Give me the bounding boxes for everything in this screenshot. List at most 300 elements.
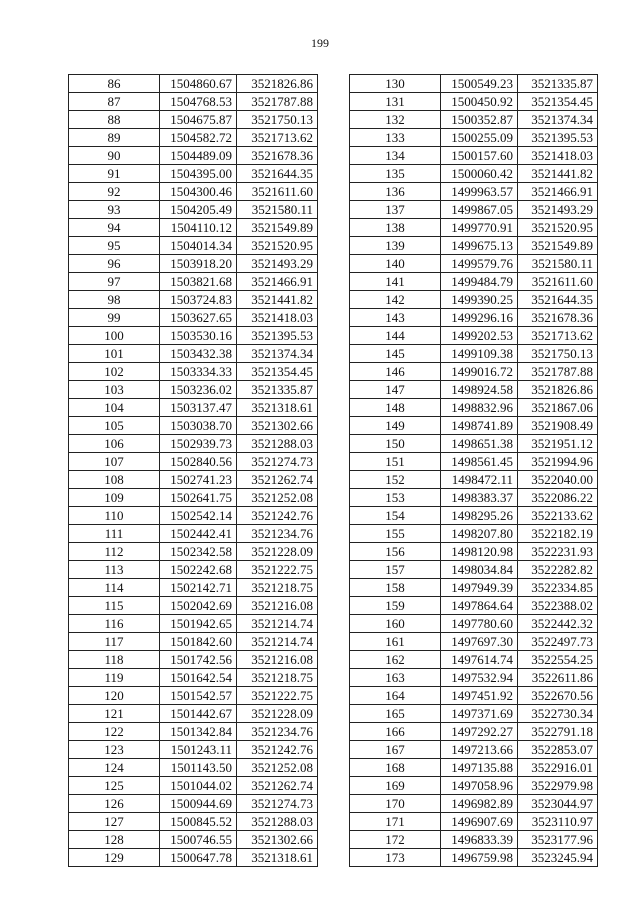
x-coordinate-cell: 1504768.53 [160,93,237,111]
y-coordinate-cell: 3521678.36 [518,309,598,327]
table-row [350,453,598,471]
table-row [69,813,318,831]
x-coordinate-cell: 1499016.72 [441,363,518,381]
point-number-cell: 147 [350,381,441,399]
x-coordinate-cell: 1504300.46 [160,183,237,201]
table-row [69,219,318,237]
point-number-cell: 112 [69,543,160,561]
y-coordinate-cell: 3521787.88 [518,363,598,381]
y-coordinate-cell: 3521252.08 [237,759,318,777]
point-number-cell: 158 [350,579,441,597]
y-coordinate-cell: 3521222.75 [237,561,318,579]
point-number-cell: 91 [69,165,160,183]
point-number-cell: 100 [69,327,160,345]
y-coordinate-cell: 3521318.61 [237,849,318,867]
point-number-cell: 144 [350,327,441,345]
y-coordinate-cell: 3522040.00 [518,471,598,489]
table-row [350,183,598,201]
table-row [350,525,598,543]
point-number-cell: 95 [69,237,160,255]
x-coordinate-cell: 1501442.67 [160,705,237,723]
y-coordinate-cell: 3521395.53 [518,129,598,147]
table-row [350,75,598,93]
x-coordinate-cell: 1500647.78 [160,849,237,867]
table-row [69,147,318,165]
table-row [69,579,318,597]
y-coordinate-cell: 3521644.35 [518,291,598,309]
x-coordinate-cell: 1503137.47 [160,399,237,417]
point-number-cell: 120 [69,687,160,705]
table-row [69,255,318,273]
x-coordinate-cell: 1501942.65 [160,615,237,633]
y-coordinate-cell: 3521951.12 [518,435,598,453]
point-number-cell: 137 [350,201,441,219]
x-coordinate-cell: 1496982.89 [441,795,518,813]
y-coordinate-cell: 3522979.98 [518,777,598,795]
table-row [69,183,318,201]
x-coordinate-cell: 1499963.57 [441,183,518,201]
point-number-cell: 113 [69,561,160,579]
y-coordinate-cell: 3521288.03 [237,813,318,831]
table-row [69,651,318,669]
table-row [350,705,598,723]
table-row [69,759,318,777]
table-row [350,129,598,147]
table-row [69,741,318,759]
point-number-cell: 152 [350,471,441,489]
x-coordinate-cell: 1501143.50 [160,759,237,777]
coordinates-table-right [349,74,598,867]
point-number-cell: 161 [350,633,441,651]
point-number-cell: 88 [69,111,160,129]
x-coordinate-cell: 1502741.23 [160,471,237,489]
x-coordinate-cell: 1499867.05 [441,201,518,219]
table-row [69,165,318,183]
point-number-cell: 146 [350,363,441,381]
x-coordinate-cell: 1501742.56 [160,651,237,669]
y-coordinate-cell: 3521678.36 [237,147,318,165]
x-coordinate-cell: 1500549.23 [441,75,518,93]
x-coordinate-cell: 1498832.96 [441,399,518,417]
point-number-cell: 165 [350,705,441,723]
y-coordinate-cell: 3521242.76 [237,507,318,525]
x-coordinate-cell: 1497135.88 [441,759,518,777]
table-row [350,849,598,867]
x-coordinate-cell: 1499484.79 [441,273,518,291]
x-coordinate-cell: 1503821.68 [160,273,237,291]
y-coordinate-cell: 3521302.66 [237,417,318,435]
x-coordinate-cell: 1503627.65 [160,309,237,327]
x-coordinate-cell: 1499296.16 [441,309,518,327]
x-coordinate-cell: 1499109.38 [441,345,518,363]
x-coordinate-cell: 1501842.60 [160,633,237,651]
point-number-cell: 87 [69,93,160,111]
point-number-cell: 96 [69,255,160,273]
y-coordinate-cell: 3521335.87 [518,75,598,93]
table-row [350,669,598,687]
table-row [350,633,598,651]
table-row [69,273,318,291]
y-coordinate-cell: 3521288.03 [237,435,318,453]
point-number-cell: 149 [350,417,441,435]
point-number-cell: 133 [350,129,441,147]
table-row [69,93,318,111]
x-coordinate-cell: 1500450.92 [441,93,518,111]
table-row [350,381,598,399]
y-coordinate-cell: 3521466.91 [518,183,598,201]
table-row [69,129,318,147]
point-number-cell: 160 [350,615,441,633]
y-coordinate-cell: 3521262.74 [237,777,318,795]
point-number-cell: 121 [69,705,160,723]
y-coordinate-cell: 3521395.53 [237,327,318,345]
y-coordinate-cell: 3521214.74 [237,633,318,651]
table-row [350,201,598,219]
point-number-cell: 172 [350,831,441,849]
x-coordinate-cell: 1498924.58 [441,381,518,399]
x-coordinate-cell: 1503432.38 [160,345,237,363]
table-row [69,471,318,489]
y-coordinate-cell: 3521274.73 [237,795,318,813]
y-coordinate-cell: 3521354.45 [518,93,598,111]
table-row [69,687,318,705]
point-number-cell: 136 [350,183,441,201]
table-row [69,291,318,309]
point-number-cell: 167 [350,741,441,759]
x-coordinate-cell: 1497292.27 [441,723,518,741]
table-row [350,795,598,813]
x-coordinate-cell: 1497780.60 [441,615,518,633]
point-number-cell: 119 [69,669,160,687]
table-row [69,363,318,381]
y-coordinate-cell: 3521441.82 [237,291,318,309]
y-coordinate-cell: 3522182.19 [518,525,598,543]
point-number-cell: 89 [69,129,160,147]
table-row [350,831,598,849]
y-coordinate-cell: 3521493.29 [518,201,598,219]
point-number-cell: 169 [350,777,441,795]
point-number-cell: 138 [350,219,441,237]
table-row [69,327,318,345]
x-coordinate-cell: 1497058.96 [441,777,518,795]
y-coordinate-cell: 3522442.32 [518,615,598,633]
y-coordinate-cell: 3521228.09 [237,705,318,723]
table-row [350,399,598,417]
table-row [350,597,598,615]
x-coordinate-cell: 1496907.69 [441,813,518,831]
x-coordinate-cell: 1500746.55 [160,831,237,849]
y-coordinate-cell: 3521787.88 [237,93,318,111]
x-coordinate-cell: 1504014.34 [160,237,237,255]
x-coordinate-cell: 1504675.87 [160,111,237,129]
point-number-cell: 159 [350,597,441,615]
point-number-cell: 90 [69,147,160,165]
x-coordinate-cell: 1498034.84 [441,561,518,579]
table-row [350,237,598,255]
table-row [350,471,598,489]
y-coordinate-cell: 3521750.13 [237,111,318,129]
x-coordinate-cell: 1498383.37 [441,489,518,507]
point-number-cell: 122 [69,723,160,741]
y-coordinate-cell: 3521374.34 [518,111,598,129]
table-row [69,111,318,129]
x-coordinate-cell: 1497697.30 [441,633,518,651]
point-number-cell: 118 [69,651,160,669]
y-coordinate-cell: 3521216.08 [237,597,318,615]
point-number-cell: 110 [69,507,160,525]
y-coordinate-cell: 3521218.75 [237,669,318,687]
table-row [350,147,598,165]
x-coordinate-cell: 1500157.60 [441,147,518,165]
x-coordinate-cell: 1499390.25 [441,291,518,309]
y-coordinate-cell: 3521234.76 [237,723,318,741]
page-number: 199 [311,36,329,50]
x-coordinate-cell: 1504205.49 [160,201,237,219]
x-coordinate-cell: 1498207.80 [441,525,518,543]
point-number-cell: 163 [350,669,441,687]
point-number-cell: 97 [69,273,160,291]
y-coordinate-cell: 3521520.95 [237,237,318,255]
table-row [350,417,598,435]
point-number-cell: 164 [350,687,441,705]
point-number-cell: 154 [350,507,441,525]
point-number-cell: 129 [69,849,160,867]
x-coordinate-cell: 1496759.98 [441,849,518,867]
x-coordinate-cell: 1502442.41 [160,525,237,543]
point-number-cell: 127 [69,813,160,831]
table-row [350,165,598,183]
y-coordinate-cell: 3522086.22 [518,489,598,507]
point-number-cell: 126 [69,795,160,813]
point-number-cell: 86 [69,75,160,93]
table-row [350,651,598,669]
point-number-cell: 162 [350,651,441,669]
y-coordinate-cell: 3521216.08 [237,651,318,669]
table-row [69,543,318,561]
point-number-cell: 115 [69,597,160,615]
point-number-cell: 141 [350,273,441,291]
y-coordinate-cell: 3522282.82 [518,561,598,579]
table-row [69,723,318,741]
y-coordinate-cell: 3521218.75 [237,579,318,597]
x-coordinate-cell: 1497949.39 [441,579,518,597]
x-coordinate-cell: 1501243.11 [160,741,237,759]
table-row [350,813,598,831]
x-coordinate-cell: 1504110.12 [160,219,237,237]
point-number-cell: 171 [350,813,441,831]
point-number-cell: 92 [69,183,160,201]
table-row [69,453,318,471]
x-coordinate-cell: 1497213.66 [441,741,518,759]
x-coordinate-cell: 1496833.39 [441,831,518,849]
y-coordinate-cell: 3521549.89 [518,237,598,255]
table-row [69,633,318,651]
table-row [350,561,598,579]
point-number-cell: 124 [69,759,160,777]
y-coordinate-cell: 3522853.07 [518,741,598,759]
point-number-cell: 107 [69,453,160,471]
point-number-cell: 142 [350,291,441,309]
table-row [69,669,318,687]
y-coordinate-cell: 3521214.74 [237,615,318,633]
y-coordinate-cell: 3521262.74 [237,471,318,489]
x-coordinate-cell: 1497614.74 [441,651,518,669]
y-coordinate-cell: 3521520.95 [518,219,598,237]
x-coordinate-cell: 1504860.67 [160,75,237,93]
point-number-cell: 157 [350,561,441,579]
table-row [69,561,318,579]
point-number-cell: 130 [350,75,441,93]
table-row [350,777,598,795]
point-number-cell: 140 [350,255,441,273]
point-number-cell: 145 [350,345,441,363]
table-row [69,849,318,867]
table-row [350,111,598,129]
x-coordinate-cell: 1503334.33 [160,363,237,381]
table-row [69,597,318,615]
y-coordinate-cell: 3521374.34 [237,345,318,363]
point-number-cell: 104 [69,399,160,417]
point-number-cell: 153 [350,489,441,507]
table-row [350,489,598,507]
x-coordinate-cell: 1504582.72 [160,129,237,147]
point-number-cell: 150 [350,435,441,453]
point-number-cell: 102 [69,363,160,381]
x-coordinate-cell: 1500255.09 [441,129,518,147]
point-number-cell: 98 [69,291,160,309]
y-coordinate-cell: 3522388.02 [518,597,598,615]
point-number-cell: 108 [69,471,160,489]
y-coordinate-cell: 3521826.86 [237,75,318,93]
table-row [69,777,318,795]
point-number-cell: 117 [69,633,160,651]
table-row [350,507,598,525]
y-coordinate-cell: 3522554.25 [518,651,598,669]
x-coordinate-cell: 1499202.53 [441,327,518,345]
y-coordinate-cell: 3523245.94 [518,849,598,867]
y-coordinate-cell: 3522916.01 [518,759,598,777]
y-coordinate-cell: 3521611.60 [518,273,598,291]
x-coordinate-cell: 1502142.71 [160,579,237,597]
x-coordinate-cell: 1502641.75 [160,489,237,507]
x-coordinate-cell: 1498472.11 [441,471,518,489]
x-coordinate-cell: 1502840.56 [160,453,237,471]
table-row [69,507,318,525]
x-coordinate-cell: 1503918.20 [160,255,237,273]
y-coordinate-cell: 3521274.73 [237,453,318,471]
x-coordinate-cell: 1500944.69 [160,795,237,813]
y-coordinate-cell: 3521580.11 [237,201,318,219]
y-coordinate-cell: 3521302.66 [237,831,318,849]
point-number-cell: 143 [350,309,441,327]
y-coordinate-cell: 3521994.96 [518,453,598,471]
point-number-cell: 131 [350,93,441,111]
y-coordinate-cell: 3521466.91 [237,273,318,291]
y-coordinate-cell: 3521908.49 [518,417,598,435]
y-coordinate-cell: 3521580.11 [518,255,598,273]
table-row [350,759,598,777]
y-coordinate-cell: 3522133.62 [518,507,598,525]
table-row [69,309,318,327]
x-coordinate-cell: 1497864.64 [441,597,518,615]
point-number-cell: 94 [69,219,160,237]
point-number-cell: 148 [350,399,441,417]
y-coordinate-cell: 3521644.35 [237,165,318,183]
x-coordinate-cell: 1501044.02 [160,777,237,795]
table-row [350,93,598,111]
point-number-cell: 116 [69,615,160,633]
y-coordinate-cell: 3522670.56 [518,687,598,705]
x-coordinate-cell: 1502939.73 [160,435,237,453]
y-coordinate-cell: 3521750.13 [518,345,598,363]
y-coordinate-cell: 3521611.60 [237,183,318,201]
point-number-cell: 139 [350,237,441,255]
table-row [69,831,318,849]
point-number-cell: 155 [350,525,441,543]
y-coordinate-cell: 3523177.96 [518,831,598,849]
x-coordinate-cell: 1498295.26 [441,507,518,525]
point-number-cell: 114 [69,579,160,597]
y-coordinate-cell: 3521713.62 [518,327,598,345]
y-coordinate-cell: 3523110.97 [518,813,598,831]
x-coordinate-cell: 1497532.94 [441,669,518,687]
x-coordinate-cell: 1500060.42 [441,165,518,183]
y-coordinate-cell: 3521549.89 [237,219,318,237]
point-number-cell: 125 [69,777,160,795]
x-coordinate-cell: 1497451.92 [441,687,518,705]
x-coordinate-cell: 1499675.13 [441,237,518,255]
point-number-cell: 166 [350,723,441,741]
table-row [69,417,318,435]
table-row [69,381,318,399]
table-row [350,363,598,381]
x-coordinate-cell: 1500845.52 [160,813,237,831]
x-coordinate-cell: 1502042.69 [160,597,237,615]
x-coordinate-cell: 1500352.87 [441,111,518,129]
table-row [69,705,318,723]
x-coordinate-cell: 1502242.68 [160,561,237,579]
table-row [350,615,598,633]
y-coordinate-cell: 3521234.76 [237,525,318,543]
x-coordinate-cell: 1503530.16 [160,327,237,345]
y-coordinate-cell: 3521713.62 [237,129,318,147]
y-coordinate-cell: 3521318.61 [237,399,318,417]
table-row [350,435,598,453]
x-coordinate-cell: 1503236.02 [160,381,237,399]
x-coordinate-cell: 1497371.69 [441,705,518,723]
x-coordinate-cell: 1502542.14 [160,507,237,525]
table-row [350,543,598,561]
y-coordinate-cell: 3522497.73 [518,633,598,651]
y-coordinate-cell: 3521418.03 [237,309,318,327]
table-row [69,435,318,453]
y-coordinate-cell: 3521354.45 [237,363,318,381]
point-number-cell: 170 [350,795,441,813]
table-row [69,525,318,543]
point-number-cell: 135 [350,165,441,183]
y-coordinate-cell: 3523044.97 [518,795,598,813]
table-row [350,309,598,327]
table-row [69,237,318,255]
point-number-cell: 132 [350,111,441,129]
table-row [350,219,598,237]
point-number-cell: 109 [69,489,160,507]
y-coordinate-cell: 3521228.09 [237,543,318,561]
y-coordinate-cell: 3521335.87 [237,381,318,399]
x-coordinate-cell: 1499770.91 [441,219,518,237]
y-coordinate-cell: 3522611.86 [518,669,598,687]
x-coordinate-cell: 1498741.89 [441,417,518,435]
